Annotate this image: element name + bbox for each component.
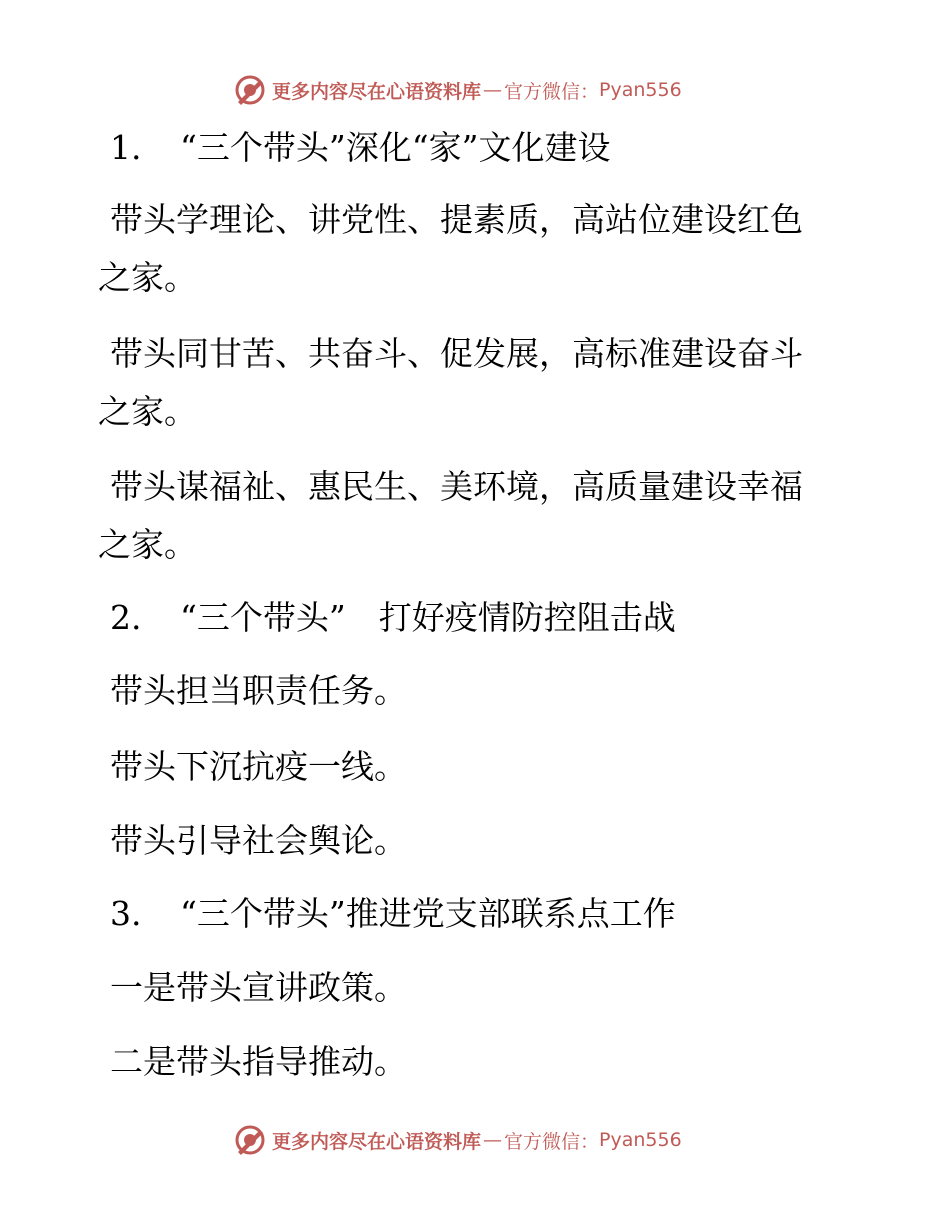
watermark-title: 更多内容尽在心语资料库 [272,1130,482,1153]
section-number: 3. [110,894,142,933]
watermark-handle: Pyan556 [599,79,682,101]
section-heading [110,128,610,168]
paragraph-line: 带头谋福祉、惠民生、美环境，高质量建设幸福 [110,467,803,506]
section-heading [110,598,676,638]
paragraph-line: 之家。 [98,258,197,297]
watermark-handle: Pyan556 [599,1129,682,1151]
watermark-sub: 官方微信： [504,80,600,103]
watermark-dash: — [483,79,503,101]
paragraph-line: 带头担当职责任务。 [110,671,407,710]
paragraph-line: 之家。 [98,392,197,431]
seal-pen-icon [234,1124,266,1156]
paragraph-line: 二是带头指导推动。 [110,1042,407,1081]
watermark-dash: — [483,1129,503,1151]
section-title: “三个带头”推进党支部联系点工作 [180,894,676,933]
watermark-sub: 官方微信： [504,1130,600,1153]
seal-pen-icon [234,74,266,106]
paragraph-line: 带头引导社会舆论。 [110,821,407,860]
section-heading [110,894,676,934]
section-number: 1. [110,128,142,167]
paragraph-line: 带头学理论、讲党性、提素质，高站位建设红色 [110,200,803,239]
section-number: 2. [110,598,142,637]
watermark-title: 更多内容尽在心语资料库 [272,80,482,103]
paragraph-line: 带头同甘苦、共奋斗、促发展，高标准建设奋斗 [110,334,803,373]
watermark-header [234,70,682,110]
section-title: “三个带头” 打好疫情防控阻击战 [180,598,676,637]
paragraph-line: 带头下沉抗疫一线。 [110,747,407,786]
section-title: “三个带头”深化“家”文化建设 [180,128,611,167]
watermark-footer [234,1120,682,1160]
paragraph-line: 一是带头宣讲政策。 [110,968,407,1007]
paragraph-line: 之家。 [98,525,197,564]
